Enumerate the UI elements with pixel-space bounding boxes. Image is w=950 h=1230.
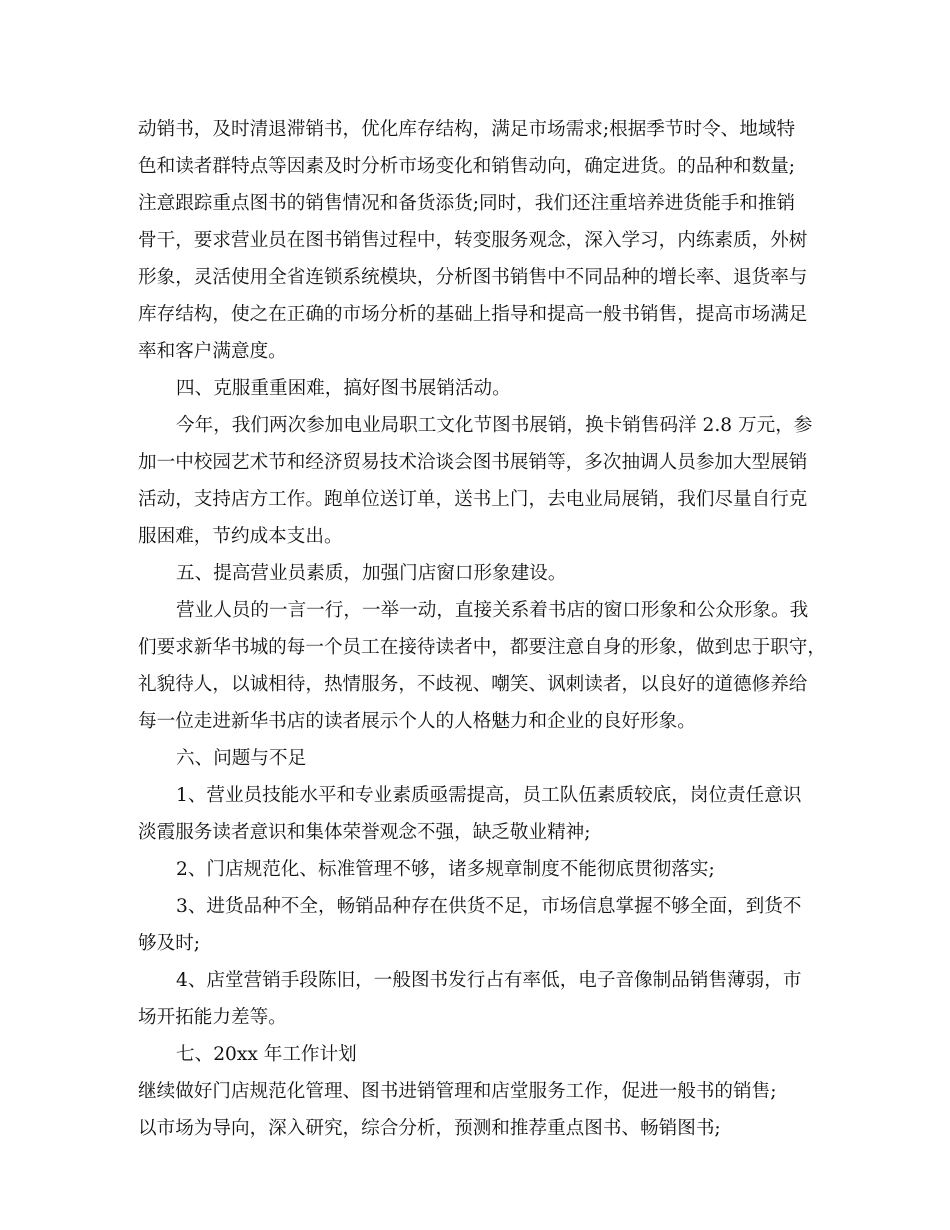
text-line: 营业人员的一言一行，一举一动，直接关系着书店的窗口形象和公众形象。我 [176, 600, 809, 621]
text-line: 动销书，及时清退滞销书，优化库存结构，满足市场需求;根据季节时令、地域特 [138, 119, 796, 140]
text-line: 礼貌待人，以诚相待，热情服务，不歧视、嘲笑、讽刺读者，以良好的道德修养给 [138, 674, 808, 695]
text-line: 场开拓能力差等。 [138, 1007, 287, 1028]
text-line: 活动，支持店方工作。跑单位送订单，送书上门，去电业局展销，我们尽量自行克 [138, 489, 808, 510]
text-line: 以市场为导向，深入研究，综合分析，预测和推荐重点图书、畅销图书; [138, 1118, 721, 1139]
section-heading: 七、20xx 年工作计划 [176, 1044, 357, 1065]
section-heading: 六、问题与不足 [176, 748, 307, 769]
text-line: 4、店堂营销手段陈旧，一般图书发行占有率低，电子音像制品销售薄弱，市 [176, 970, 802, 991]
text-line: 库存结构，使之在正确的市场分析的基础上指导和提高一般书销售，提高市场满足 [138, 304, 808, 325]
text-line: 2、门店规范化、标准管理不够，诸多规章制度不能彻底贯彻落实; [176, 859, 715, 880]
text-line: 继续做好门店规范化管理、图书进销管理和店堂服务工作，促进一般书的销售; [138, 1081, 777, 1102]
text-line: 率和客户满意度。 [138, 341, 287, 362]
text-line: 3、进货品种不全，畅销品种存在供货不足，市场信息掌握不够全面，到货不 [176, 896, 802, 917]
text-line: 淡霞服务读者意识和集体荣誉观念不强，缺乏敬业精神; [138, 822, 591, 843]
text-line: 每一位走进新华书店的读者展示个人的人格魅力和企业的良好形象。 [138, 711, 696, 732]
section-heading: 四、克服重重困难，搞好图书展销活动。 [176, 378, 511, 399]
text-line: 形象，灵活使用全省连锁系统模块，分析图书销售中不同品种的增长率、退货率与 [138, 267, 808, 288]
text-line: 今年，我们两次参加电业局职工文化节图书展销，换卡销售码洋 2.8 万元，参 [176, 415, 813, 436]
text-line: 们要求新华书城的每一个员工在接待读者中，都要注意自身的形象，做到忠于职守， [138, 637, 826, 658]
text-line: 加一中校园艺术节和经济贸易技术洽谈会图书展销等，多次抽调人员参加大型展销 [138, 452, 808, 473]
text-line: 骨干，要求营业员在图书销售过程中，转变服务观念，深入学习，内练素质，外树 [138, 230, 808, 251]
section-heading: 五、提高营业员素质，加强门店窗口形象建设。 [176, 563, 567, 584]
text-line: 够及时; [138, 933, 201, 954]
text-line: 服困难，节约成本支出。 [138, 526, 343, 547]
text-line: 1、营业员技能水平和专业素质亟需提高，员工队伍素质较底，岗位责任意识 [176, 785, 802, 806]
text-line: 色和读者群特点等因素及时分析市场变化和销售动向，确定进货。的品种和数量; [138, 156, 796, 177]
text-line: 注意跟踪重点图书的销售情况和备货添货;同时，我们还注重培养进货能手和推销 [138, 193, 796, 214]
